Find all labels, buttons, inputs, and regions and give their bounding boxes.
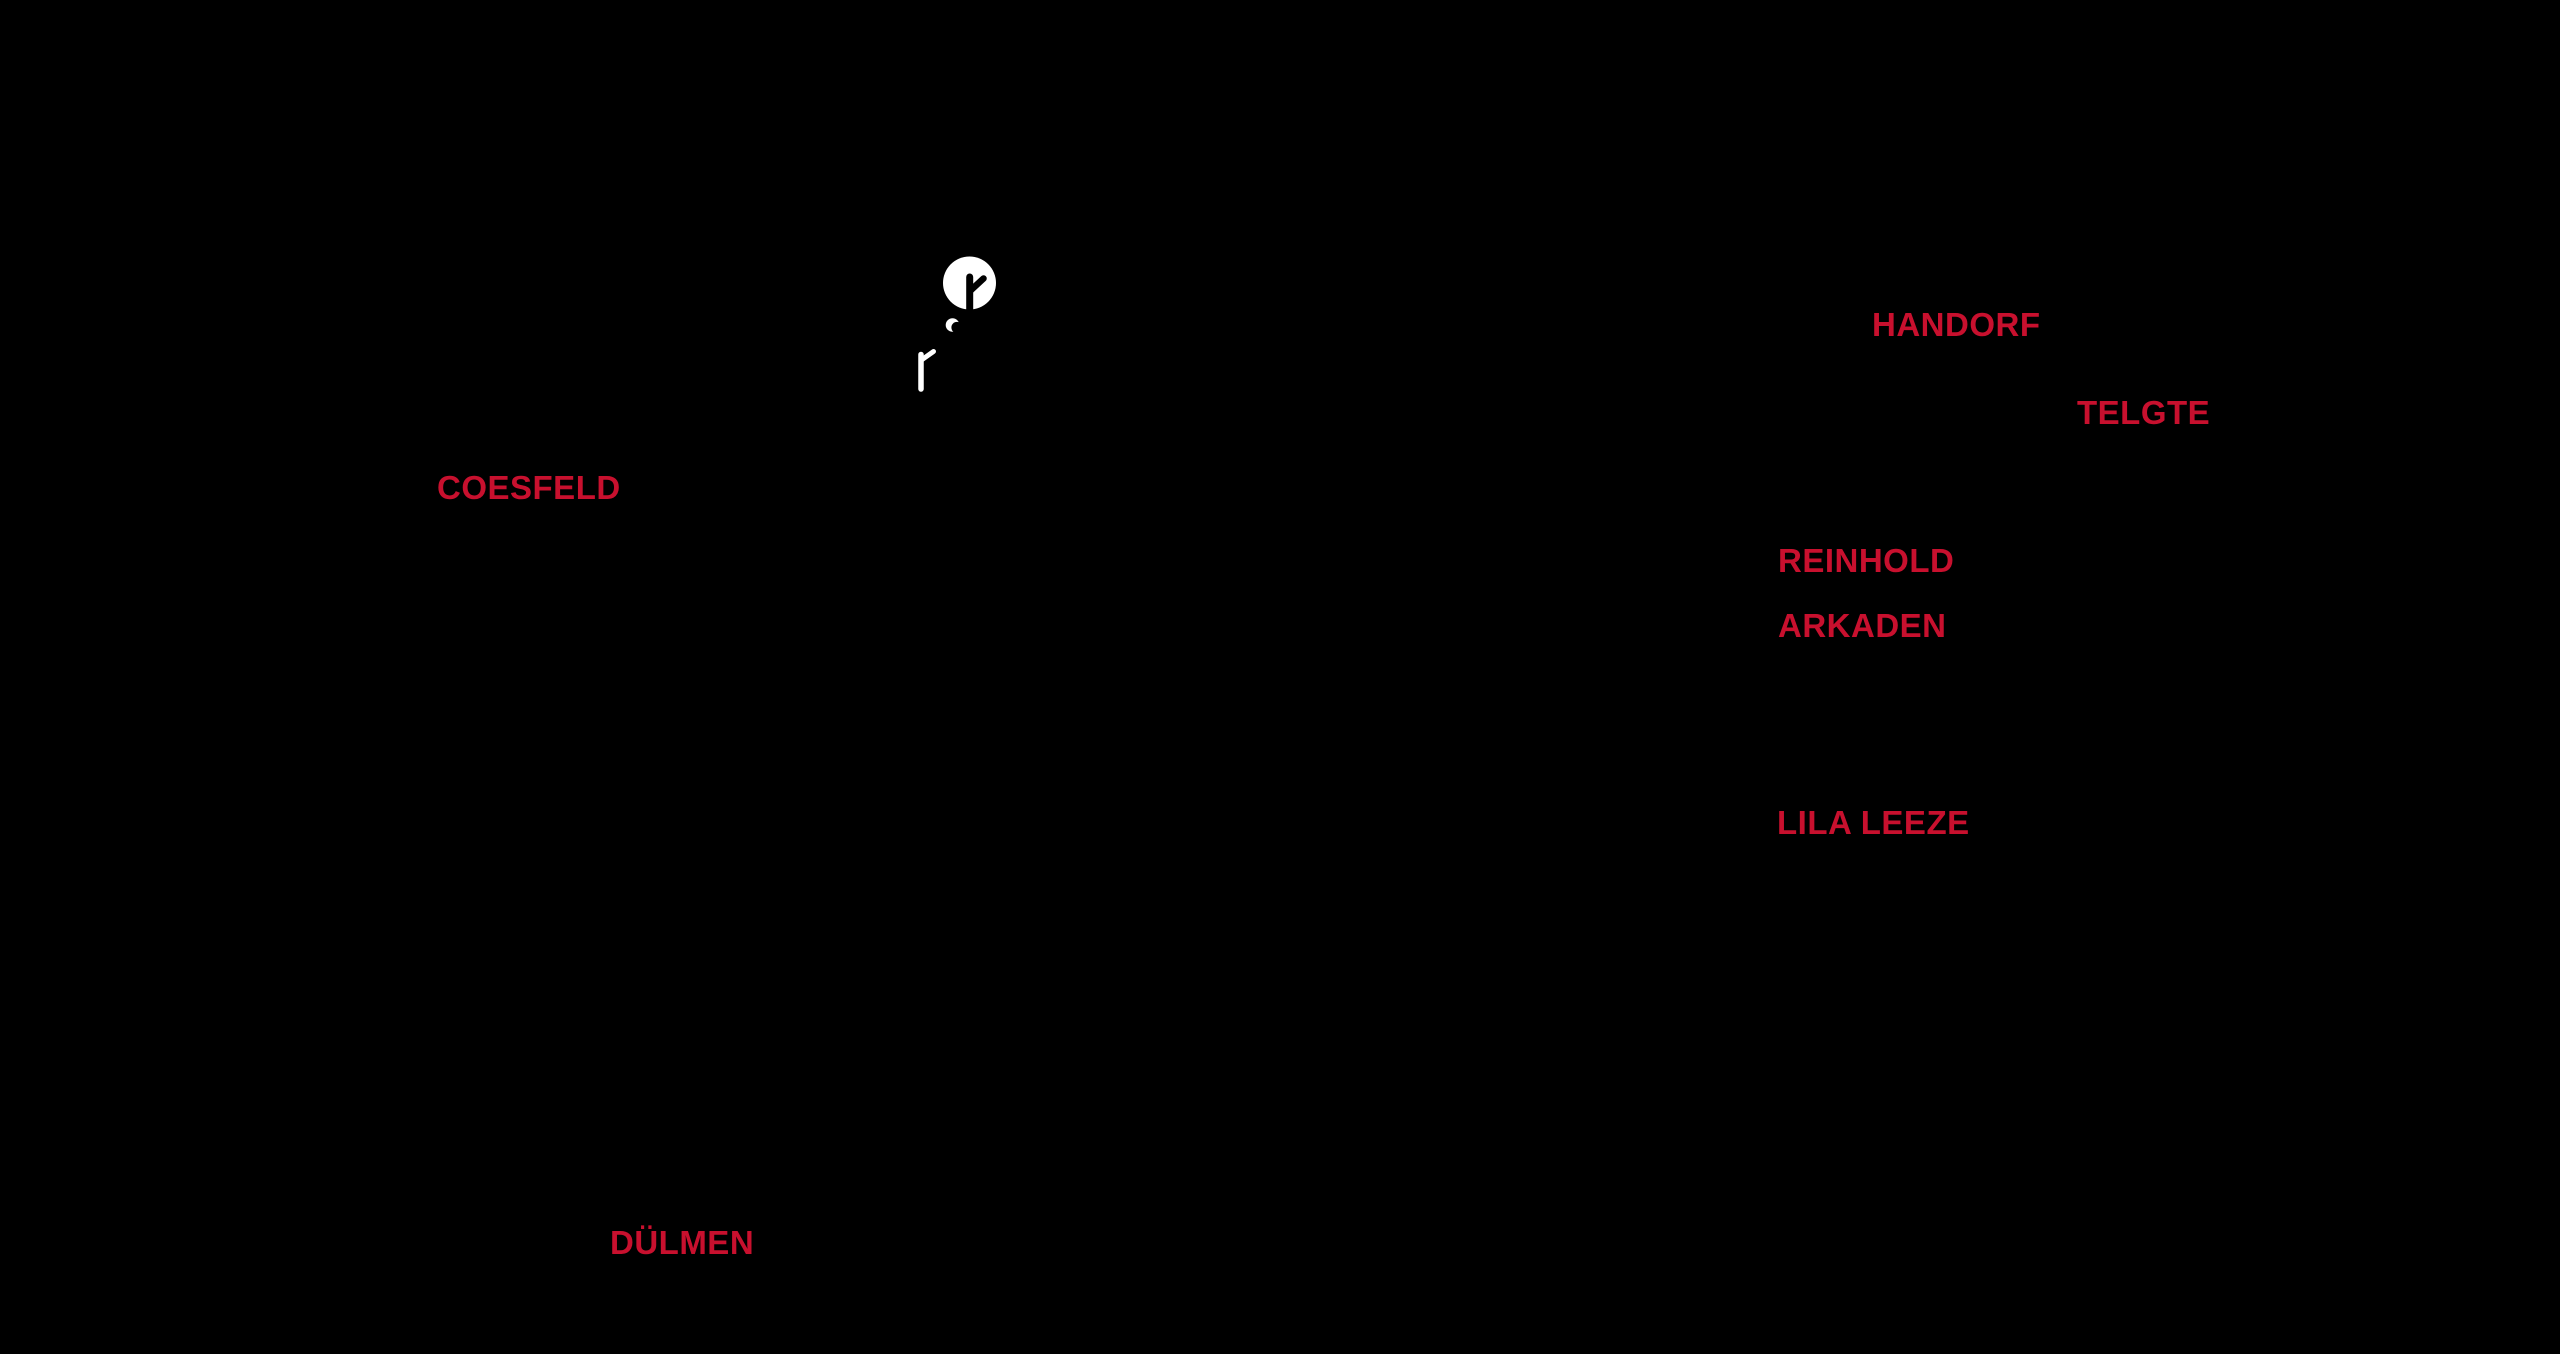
map-label-reinhold-arkaden-line2[interactable]: ARKADEN: [1778, 607, 1947, 644]
map-label-duelmen[interactable]: DÜLMEN: [610, 1224, 755, 1261]
map-label-handorf[interactable]: HANDORF: [1872, 306, 2041, 343]
map-label-telgte[interactable]: TELGTE: [2077, 394, 2211, 431]
map-label-reinhold-arkaden-line1[interactable]: REINHOLD: [1778, 542, 1955, 579]
tree-marker-group: [900, 250, 1020, 400]
map-label-coesfeld[interactable]: COESFELD: [437, 469, 621, 506]
tree-trunk-icon: [921, 352, 934, 390]
tree-marker-icon[interactable]: [943, 257, 996, 313]
leaf-crescent-icon: [946, 318, 963, 333]
map-label-lila-leeze[interactable]: LILA LEEZE: [1777, 804, 1970, 841]
